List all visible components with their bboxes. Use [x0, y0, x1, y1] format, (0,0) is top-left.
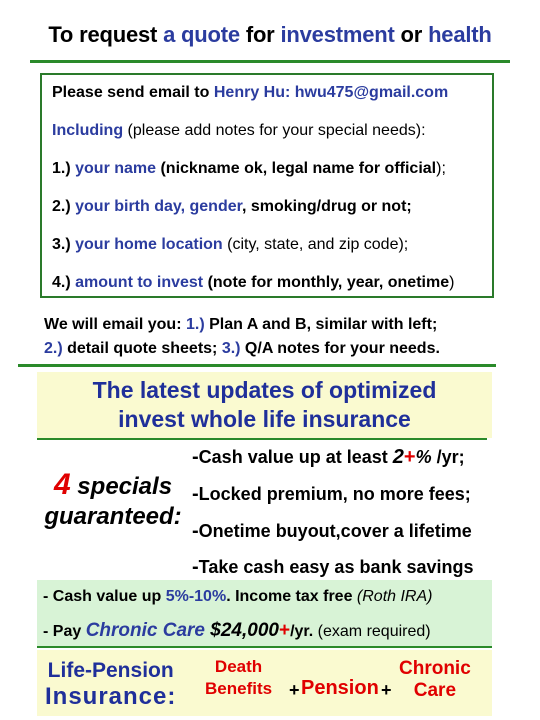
pension-panel — [37, 650, 492, 716]
section-divider — [18, 364, 496, 367]
specials-count: 4 — [53, 468, 71, 501]
email-note-line-2: 2.) detail quote sheets; 3.) Q/A notes for your needs. — [44, 340, 440, 357]
updates-line-2: invest whole life insurance — [118, 406, 411, 432]
special-item-take-cash: -Take cash easy as bank savings — [192, 556, 474, 578]
request-item-amount: 4.) amount to invest (note for monthly, year, onetime) — [52, 274, 455, 291]
request-instructions-box — [40, 73, 494, 298]
plus-sign-2: + — [381, 680, 392, 700]
title-health: health — [428, 22, 492, 47]
benefit-chronic-care: - Pay Chronic Care $24,000+/yr. (exam required) — [43, 620, 431, 641]
plus-sign-1: + — [289, 680, 300, 700]
request-item-location: 3.) your home location (city, state, and zip code); — [52, 236, 409, 253]
banner-divider — [37, 438, 487, 440]
title-investment: investment — [280, 22, 395, 47]
email-note-line-1: We will email you: 1.) Plan A and B, similar with left; — [44, 316, 438, 333]
page-title — [0, 22, 540, 48]
pension-title: Life-Pension Insurance: — [45, 659, 177, 710]
title-prefix: To request — [48, 22, 164, 47]
panel-divider — [37, 646, 492, 648]
death-benefits-label: Death Benefits — [205, 657, 273, 698]
request-email-line: Please send email to Henry Hu: hwu475@gmail.com — [52, 84, 449, 101]
pension-label: Pension — [301, 677, 379, 699]
title-for: for — [239, 22, 281, 47]
title-quote: a quote — [163, 22, 240, 47]
updates-banner — [37, 372, 492, 438]
chronic-care-label: Chronic Care — [399, 658, 471, 701]
special-item-cash-value: -Cash value up at least 2+% /yr; — [192, 446, 465, 468]
benefit-cash-value: - Cash value up 5%-10%. Income tax free (Roth IRA) — [43, 588, 433, 605]
special-item-locked-premium: -Locked premium, no more fees; — [192, 483, 471, 505]
request-including-line: Including (please add notes for your special needs): — [52, 122, 426, 139]
contact-email-link[interactable]: Henry Hu: hwu475@gmail.com — [213, 84, 449, 101]
request-item-birthday: 2.) your birth day, gender, smoking/drug or not; — [52, 198, 412, 215]
benefits-panel — [37, 580, 492, 646]
special-item-onetime-buyout: -Onetime buyout,cover a lifetime — [192, 520, 472, 542]
header-divider — [30, 60, 510, 63]
request-item-name: 1.) your name (nickname ok, legal name for official); — [52, 160, 446, 177]
title-or: or — [394, 22, 429, 47]
specials-label: 4 specials guaranteed: — [44, 468, 182, 530]
updates-line-1: The latest updates of optimized — [92, 377, 437, 403]
